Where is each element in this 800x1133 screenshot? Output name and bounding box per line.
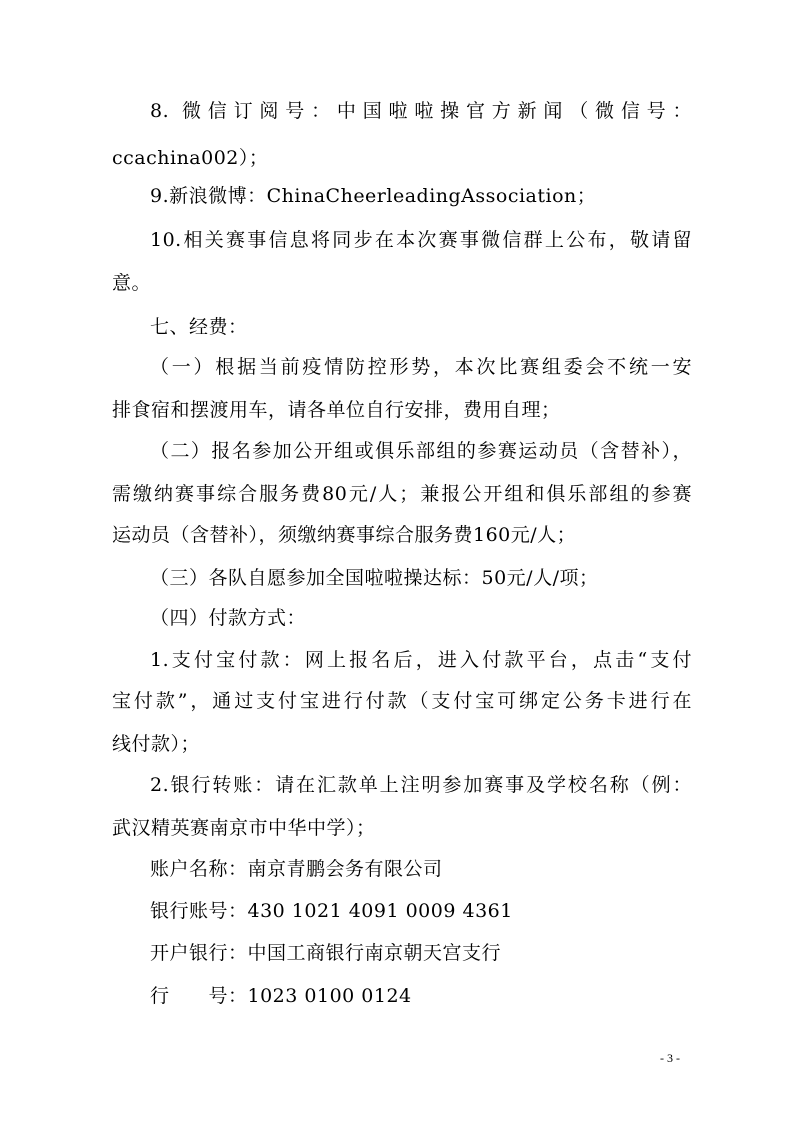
text-line: 运动员（含替补），须缴纳赛事综合服务费160元/人； — [112, 524, 577, 546]
text-line: 9.新浪微博：ChinaCheerleadingAssociation； — [150, 185, 597, 207]
text-line: 2.银行转账：请在汇款单上注明参加赛事及学校名称（例： — [150, 774, 692, 796]
text-line: 意。 — [112, 272, 152, 294]
text-line: 排食宿和摆渡用车，请各单位自行安排，费用自理； — [112, 399, 561, 421]
text-line: 宝付款”，通过支付宝进行付款（支付宝可绑定公务卡进行在 — [112, 690, 692, 712]
page-number: - 3 - — [660, 1051, 680, 1065]
bank-name-line: 开户银行：中国工商银行南京朝天宫支行 — [150, 942, 502, 964]
text-line: 10.相关赛事信息将同步在本次赛事微信群上公布，敬请留 — [150, 229, 692, 251]
text-line: 8. 微信订阅号：中国啦啦操官方新闻（微信号： — [150, 100, 692, 122]
text-line: （四）付款方式： — [150, 607, 307, 629]
account-name-line: 账户名称：南京青鹏会务有限公司 — [150, 858, 443, 880]
text-line: ccachina002）； — [112, 147, 269, 169]
bank-code-line: 行 号：1023 0100 0124 — [150, 985, 412, 1007]
text-line: （三）各队自愿参加全国啦啦操达标：50元/人/项； — [150, 567, 599, 589]
account-number-line: 银行账号：430 1021 4091 0009 4361 — [150, 900, 513, 922]
text-line: （一）根据当前疫情防控形势，本次比赛组委会不统一安 — [150, 356, 692, 378]
text-line: 武汉精英赛南京市中华中学）； — [112, 817, 376, 839]
text-line: （二）报名参加公开组或俱乐部组的参赛运动员（含替补）， — [150, 440, 692, 462]
text-line: 线付款）； — [112, 733, 201, 755]
text-line: 1.支付宝付款：网上报名后，进入付款平台，点击“支付 — [150, 649, 692, 671]
text-line: 需缴纳赛事综合服务费80元/人；兼报公开组和俱乐部组的参赛 — [112, 483, 692, 505]
section-heading: 七、经费： — [150, 316, 248, 338]
